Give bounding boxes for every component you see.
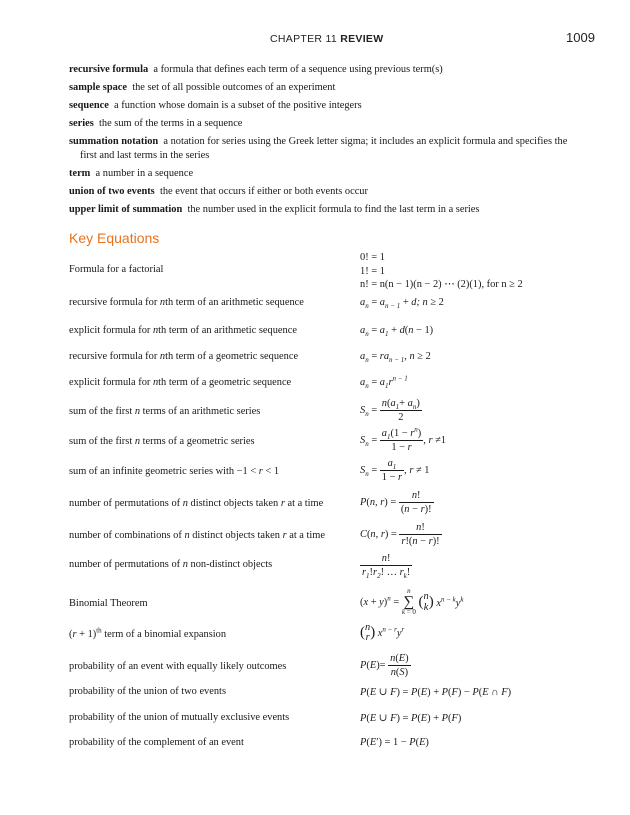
- equation-formula: $a_n = a_{n - 1} + d$; n ≥ 2: [360, 297, 444, 311]
- equation-line: 0! = 1: [360, 252, 385, 263]
- glossary-definition: the sum of the terms in a sequence: [99, 118, 243, 129]
- equation-formula: P(E)= $\frac{n(E)}{n(S)}$: [360, 653, 409, 678]
- equation-formula: ( n r ) $x^{n - r}y^r$: [360, 622, 405, 643]
- equation-formula: $a_n = a_1 + d(n - 1)$: [360, 325, 434, 339]
- glossary-definition: a formula that defines each term of a sequence using previous term(s): [153, 64, 443, 75]
- equation-label: probability of the union of mutually exclusive events: [69, 712, 290, 723]
- equation-line: n! = n(n − 1)(n − 2) ⋯ (2)(1), for n ≥ 2: [360, 279, 523, 290]
- glossary-definition: a notation for series using the Greek letter sigma; it includes an explicit formula and specifies the: [163, 136, 568, 147]
- glossary-continuation: first and last terms in the series: [80, 150, 210, 161]
- chapter-heading: CHAPTER 11 REVIEW: [270, 33, 384, 45]
- glossary-entry: [69, 167, 569, 180]
- equation-formula: P(n, r) = $\frac{n!}{(n - r)!}$: [360, 490, 432, 515]
- equation-label: $(r + 1)^{th}$ term of a binomial expansion: [69, 626, 227, 640]
- glossary-term: series: [69, 118, 94, 129]
- equation-label: number of combinations of n distinct objects taken r at a time: [69, 530, 325, 541]
- equation-line: 1! = 1: [360, 265, 385, 277]
- page-header: [0, 30, 630, 48]
- equation-formula: $S_n$ = $\frac{n(a_1+ a_n)}{2}$: [360, 398, 420, 423]
- glossary-definition: a function whose domain is a subset of the positive integers: [114, 100, 362, 111]
- glossary-term: recursive formula: [69, 64, 149, 75]
- glossary-term: sample space: [69, 82, 128, 93]
- equation-formula: $a_n = a_1r^{n - 1}$: [360, 374, 408, 391]
- glossary-definition: the event that occurs if either or both events occur: [159, 186, 368, 197]
- equation-label: number of permutations of n distinct objects taken r at a time: [69, 498, 324, 509]
- glossary-term: union of two events: [69, 186, 155, 197]
- glossary-entry: [69, 63, 569, 76]
- equation-factorial: [360, 251, 523, 292]
- equation-formula: $\frac{n!}{r_1!r_2! \dots r_k!}$: [362, 553, 411, 581]
- glossary-entry: [69, 203, 569, 216]
- equation-label: recursive formula for nth term of an arithmetic sequence: [69, 297, 304, 308]
- equation-label: explicit formula for nth term of an arithmetic sequence: [69, 325, 297, 336]
- equation-formula: P(E ∪ F) = P(E) + P(F): [360, 713, 462, 724]
- equation-label: probability of the complement of an event: [69, 737, 244, 748]
- equation-formula: $S_n$ = $\frac{a_1(1 - r^n)}{1 - r}$ , r ≠1: [360, 425, 447, 453]
- glossary-term: sequence: [69, 100, 109, 111]
- glossary-entry: [69, 99, 569, 112]
- equation-label: sum of the first n terms of an arithmetic series: [69, 406, 261, 417]
- page-number: 1009: [566, 30, 595, 45]
- glossary-definition: the number used in the explicit formula to find the last term in a series: [187, 204, 480, 215]
- equation-formula: $(x + y)^n$ = n ∑ k = 0 ( n k ) $x^{n - k}y^k$: [360, 587, 464, 616]
- equation-formula: $a_n = ra_{n - 1}$, n ≥ 2: [360, 351, 431, 365]
- section-title: Key Equations: [69, 230, 160, 246]
- equation-label: Binomial Theorem: [69, 598, 148, 609]
- equation-formula: $S_n$ = $\frac{a_1}{1 - r}$ , r ≠ 1: [360, 458, 430, 483]
- equation-label: sum of the first n terms of a geometric series: [69, 436, 255, 447]
- glossary-entry: [69, 135, 569, 148]
- equation-label: sum of an infinite geometric series with −1 < r < 1: [69, 466, 280, 477]
- equation-label: number of permutations of n non-distinct objects: [69, 559, 273, 570]
- equation-label: probability of the union of two events: [69, 686, 226, 697]
- glossary-definition: a number in a sequence: [95, 168, 194, 179]
- equation-label: probability of an event with equally likely outcomes: [69, 661, 287, 672]
- glossary-entry: [69, 81, 569, 94]
- glossary-term: upper limit of summation: [69, 204, 183, 215]
- equation-formula: C(n, r) = $\frac{n!}{r!(n - r)!}$: [360, 522, 440, 547]
- equation-formula: P(E ∪ F) = P(E) + P(F) − P(E ∩ F): [360, 687, 512, 698]
- glossary-entry: [69, 117, 569, 130]
- glossary-definition: the set of all possible outcomes of an experiment: [132, 82, 336, 93]
- equation-label: explicit formula for nth term of a geometric sequence: [69, 377, 292, 388]
- glossary-term: summation notation: [69, 136, 159, 147]
- glossary-entry: [69, 185, 569, 198]
- equation-formula: P(E′) = 1 − P(E): [360, 737, 429, 748]
- equation-label: Formula for a factorial: [69, 264, 164, 275]
- equation-label: recursive formula for nth term of a geometric sequence: [69, 351, 299, 362]
- glossary-term: term: [69, 168, 91, 179]
